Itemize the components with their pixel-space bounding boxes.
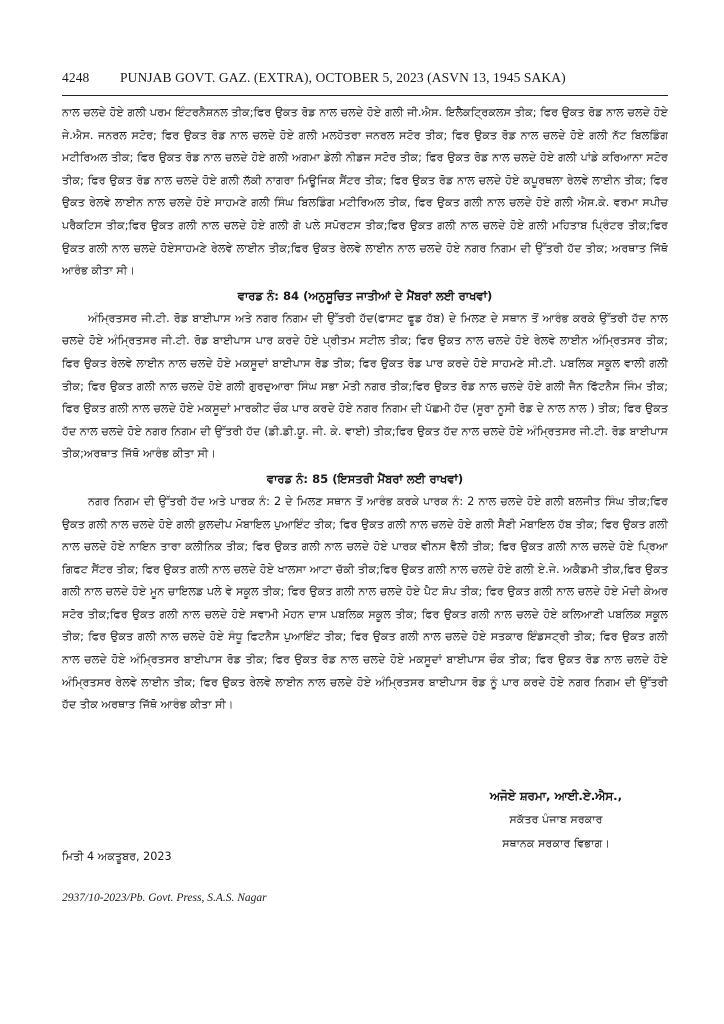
ward-84-heading: ਵਾਰਡ ਨੰ: 84 (ਅਨੁਸੂਚਿਤ ਜਾਤੀਆਂ ਦੇ ਮੈਂਬਰਾਂ ਲਈ ਰਾਖਵਾਂ) bbox=[237, 288, 493, 303]
signer-designation: ਸਕੱਤਰ ਪੰਜਾਬ ਸਰਕਾਰ bbox=[509, 813, 603, 826]
signer-department: ਸਥਾਨਕ ਸਰਕਾਰ ਵਿਭਾਗ। bbox=[502, 837, 610, 850]
issue-date: ਮਿਤੀ 4 ਅਕਤੂਬਰ, 2023 bbox=[62, 850, 172, 863]
ward-84-boundary: ਅੰਮ੍ਰਿਤਸਰ ਜੀ.ਟੀ. ਰੋਡ ਬਾਈਪਾਸ ਅਤੇ ਨਗਰ ਨਿਗਮ ਦੀ ਉੱਤਰੀ ਹੱਦ(ਫਾਸਟ ਫੂਡ ਹੱਬ) ਦੇ ਮਿਲਣ ਦੇ ਸਥਾਨ ਤੋਂ ਆਰੰਭ ਕਰਕੇ ਉੱਤਰੀ ਹੱਦ ਨਾਲ ਚਲਦੇ ਹੋਏ ਅੰਮ੍ਰਿਤਸਰ ਜੀ.ਟੀ. ਰੋਡ ਬਾਈਪਾਸ ਪਾਰ ਕਰਦੇ ਹੋਏ ਪ੍ਰੀਤਮ ਸਟੀਲ ਤੀਕ; ਫਿਰ ਉਕਤ ਨਾਲ ਚਲਦੇ ਹੋਏ ਰੇਲਵੇ ਲਾਈਨ ਅੰਮ੍ਰਿਤਸਰ ਤੀਕ; ਫਿਰ ਉਕਤ ਰੇਲਵੇ ਲਾਈਨ ਨਾਲ ਚਲਦੇ ਹੋਏ ਮਕਸੂਦਾਂ ਬਾਈਪਾਸ ਰੋਡ ਤੀਕ; ਫਿਰ ਉਕਤ ਰੋਡ ਪਾਰ ਕਰਦੇ ਹੋਏ ਸਾਹਮਣੇ ਸੀ.ਟੀ. ਪਬਲਿਕ ਸਕੂਲ ਵਾਲੀ ਗਲੀ ਤੀਕ; ਫਿਰ ਉਕਤ ਗਲੀ ਨਾਲ ਚਲਦੇ ਹੋਏ ਗਲੀ ਗੁਰਦੁਆਰਾ ਸਿੰਘ ਸਭਾ ਮੋਤੀ ਨਗਰ ਤੀਕ;ਫਿਰ ਉਕਤ ਰੋਡ ਨਾਲ ਚਲਦੇ ਹੋਏ ਗਲੀ ਜੈਨ ਫਿੱਟਨੈਸ ਜਿੰਮ ਤੀਕ; ਫਿਰ ਉਕਤ ਗਲੀ ਨਾਲ ਚਲਦੇ ਹੋਏ ਮਕਸੂਦਾਂ ਮਾਰਕੀਟ ਚੌਕ ਪਾਰ ਕਰਦੇ ਹੋਏ ਨਗਰ ਨਿਗਮ ਦੀ ਪੱਛਮੀ ਹੱਦ (ਸੂਰਾ ਨੂਸੀ ਰੋਡ ਦੇ ਨਾਲ ਨਾਲ ) ਤੀਕ; ਫਿਰ ਉਕਤ ਹੱਦ ਨਾਲ ਚਲਦੇ ਹੋਏ ਨਗਰ ਨਿਗਮ ਦੀ ਉੱਤਰੀ ਹੱਦ (ਡੀ.ਡੀ.ਯੂ. ਜੀ. ਕੇ. ਵਾਈ) ਤੀਕ;ਫਿਰ ਉਕਤ ਹੱਦ ਨਾਲ ਚਲਦੇ ਹੋਏ ਅੰਮ੍ਰਿਤਸਰ ਜੀ.ਟੀ. ਰੋਡ ਬਾਈਪਾਸ ਤੀਕ;ਅਰਥਾਤ ਜਿੱਥੋ ਆਰੰਭ ਕੀਤਾ ਸੀ। bbox=[62, 311, 668, 461]
page-header bbox=[62, 70, 668, 96]
signer-name: ਅਜੋਏ ਸ਼ਰਮਾ, ਆਈ.ਏ.ਐਸ., bbox=[489, 789, 623, 803]
ward-83-continuation: ਨਾਲ ਚਲਦੇ ਹੋਏ ਗਲੀ ਪਰਮ ਇੰਟਰਨੈਸ਼ਨਲ ਤੀਕ;ਫਿਰ ਉਕਤ ਰੋਡ ਨਾਲ ਚਲਦੇ ਹੋਏ ਗਲੀ ਜੀ.ਐਸ. ਇਲੈਕਟ੍ਰਿਕਲਸ ਤੀਕ; ਫਿਰ ਉਕਤ ਰੋਡ ਨਾਲ ਚਲਦੇ ਹੋਏ ਜੇ.ਐਸ. ਜਨਰਲ ਸਟੋਰ; ਫਿਰ ਉਕਤ ਰੋਡ ਨਾਲ ਚਲਦੇ ਹੋਏ ਗਲੀ ਮਲਹੋਤਰਾ ਜਨਰਲ ਸਟੋਰ ਤੀਕ; ਫਿਰ ਉਕਤ ਰੋਡ ਨਾਲ ਚਲਦੇ ਹੋਏ ਗਲੀ ਨੱਟ ਬਿਲਡਿੰਗ ਮਟੀਰਿਅਲ ਤੀਕ; ਫਿਰ ਉਕਤ ਰੋਡ ਨਾਲ ਚਲਦੇ ਹੋਏ ਗਲੀ ਅਗਮਾ ਡੇਲੀ ਨੀਡਜ ਸਟੋਰ ਤੀਕ; ਫਿਰ ਉਕਤ ਰੋਡ ਨਾਲ ਚਲਦੇ ਹੋਏ ਗਲੀ ਪਾਂਡੇ ਕਰਿਆਨਾ ਸਟੋਰ ਤੀਕ; ਫਿਰ ਉਕਤ ਰੋਡ ਨਾਲ ਚਲਦੇ ਹੋਏ ਗਲੀ ਲੱਕੀ ਨਾਗਰਾ ਮਿਊਜਿਕ ਸੈਂਟਰ ਤੀਕ; ਫਿਰ ਉਕਤ ਰੋਡ ਨਾਲ ਚਲਦੇ ਹੋਏ ਕਪੂਰਥਲਾ ਰੇਲਵੇ ਲਾਈਨ ਤੀਕ; ਫਿਰ ਉਕਤ ਰੇਲਵੇ ਲਾਈਨ ਨਾਲ ਚਲਦੇ ਹੋਏ ਸਾਹਮਣੇ ਗਲੀ ਸਿੰਘ ਬਿਲਡਿੰਗ ਮਟੀਰਿਅਲ ਤੀਕ, ਫਿਰ ਉਕਤ ਗਲੀ ਨਾਲ ਚਲਦੇ ਹੋਏ ਗਲੀ ਐਸ.ਕੇ. ਵਰਮਾ ਸਪੀਚ ਪਰੈਕਟਿਸ ਤੀਕ;ਫਿਰ ਉਕਤ ਗਲੀ ਨਾਲ ਚਲਦੇ ਹੋਏ ਗਲੀ ਗੋ ਪਲੇ ਸਪੋਰਟਸ ਤੀਕ;ਫਿਰ ਉਕਤ ਗਲੀ ਨਾਲ ਚਲਦੇ ਹੋਏ ਗਲੀ ਮਹਿਤਾਬ ਪ੍ਰਿੰਟਰ ਤੀਕ;ਫਿਰ ਉਕਤ ਗਲੀ ਨਾਲ ਚਲਦੇ ਹੋਏਸਾਹਮਣੇ ਰੇਲਵੇ ਲਾਈਨ ਤੀਕ;ਫਿਰ ਉਕਤ ਰੇਲਵੇ ਲਾਈਨ ਨਾਲ ਚਲਦੇ ਹੋਏ ਨਗਰ ਨਿਗਮ ਦੀ ਉੱਤਰੀ ਹੱਦ ਤੀਕ; ਅਰਥਾਤ ਜਿੱਥੋ ਆਰੰਭ ਕੀਤਾ ਸੀ। bbox=[62, 106, 668, 278]
ward-85-heading: ਵਾਰਡ ਨੰ: 85 (ਇਸਤਰੀ ਮੈਂਬਰਾਂ ਲਈ ਰਾਖਵਾਂ) bbox=[266, 471, 464, 486]
gazette-title: PUNJAB GOVT. GAZ. (EXTRA), OCTOBER 5, 2023 (ASVN 13, 1945 SAKA) bbox=[120, 70, 566, 85]
press-line: 2937/10-2023/Pb. Govt. Press, S.A.S. Nagar bbox=[62, 892, 267, 904]
signature-block bbox=[456, 784, 656, 856]
page-number: 4248 bbox=[62, 70, 90, 85]
gazette-page bbox=[62, 70, 668, 717]
ward-85-boundary: ਨਗਰ ਨਿਗਮ ਦੀ ਉੱਤਰੀ ਹੱਦ ਅਤੇ ਪਾਰਕ ਨੰ: 2 ਦੇ ਮਿਲਣ ਸਥਾਨ ਤੋਂ ਆਰੰਭ ਕਰਕੇ ਪਾਰਕ ਨੰ: 2 ਨਾਲ ਚਲਦੇ ਹੋਏ ਗਲੀ ਬਲਜੀਤ ਸਿੰਘ ਤੀਕ;ਫਿਰ ਉਕਤ ਗਲੀ ਨਾਲ ਚਲਦੇ ਹੋਏ ਗਲੀ ਕੁਲਦੀਪ ਮੋਬਾਇਲ ਪੁਆਇੰਟ ਤੀਕ; ਫਿਰ ਉਕਤ ਗਲੀ ਨਾਲ ਚਲਦੇ ਹੋਏ ਗਲੀ ਸੈਣੀ ਮੋਬਾਇਲ ਹੱਬ ਤੀਕ; ਫਿਰ ਉਕਤ ਗਲੀ ਨਾਲ ਚਲਦੇ ਹੋਏ ਨਾਇਨ ਤਾਰਾ ਕਲੀਨਿਕ ਤੀਕ; ਫਿਰ ਉਕਤ ਗਲੀ ਨਾਲ ਚਲਦੇ ਹੋਏ ਪਾਰਕ ਵੀਨਸ ਵੈਲੀ ਤੀਕ; ਫਿਰ ਉਕਤ ਗਲੀ ਨਾਲ ਚਲਦੇ ਹੋਏ ਪ੍ਰਿਆ ਗਿਫਟ ਸੈਂਟਰ ਤੀਕ; ਫਿਰ ਉਕਤ ਗਲੀ ਨਾਲ ਚਲਦੇ ਹੋਏ ਖਾਲਸਾ ਆਟਾ ਚੱਕੀ ਤੀਕ;ਫਿਰ ਉਕਤ ਗਲੀ ਨਾਲ ਚਲਦੇ ਹੋਏ ਗਲੀ ਏ.ਜੇ. ਅਕੈਡਮੀ ਤੀਕ,ਫਿਰ ਉਕਤ ਗਲੀ ਨਾਲ ਚਲਦੇ ਹੋਏ ਮੂਨ ਚਾਇਲਡ ਪਲੇ ਵੇ ਸਕੂਲ ਤੀਕ; ਫਿਰ ਉਕਤ ਗਲੀ ਨਾਲ ਚਲਦੇ ਹੋਏ ਪੈਟ ਸ਼ੋਪ ਤੀਕ; ਫਿਰ ਉਕਤ ਗਲੀ ਨਾਲ ਚਲਦੇ ਹੋਏ ਮੋਦੀ ਕੇਅਰ ਸਟੋਰ ਤੀਕ;ਫਿਰ ਉਕਤ ਗਲੀ ਨਾਲ ਚਲਦੇ ਹੋਏ ਸਵਾਮੀ ਮੋਹਨ ਦਾਸ ਪਬਲਿਕ ਸਕੂਲ ਤੀਕ; ਫਿਰ ਉਕਤ ਗਲੀ ਨਾਲ ਚਲਦੇ ਹੋਏ ਕਲਿਆਣੀ ਪਬਲਿਕ ਸਕੂਲ ਤੀਕ; ਫਿਰ ਉਕਤ ਗਲੀ ਨਾਲ ਚਲਦੇ ਹੋਏ ਸੰਧੂ ਫਿਟਨੈਸ ਪੁਆਇੰਟ ਤੀਕ; ਫਿਰ ਉਕਤ ਗਲੀ ਨਾਲ ਚਲਦੇ ਹੋਏ ਸਤਕਾਰ ਇੰਡਸਟ੍ਰੀ ਤੀਕ; ਫਿਰ ਉਕਤ ਗਲੀ ਨਾਲ ਚਲਦੇ ਹੋਏ ਅੰਮ੍ਰਿਤਸਰ ਬਾਈਪਾਸ ਰੋਡ ਤੀਕ; ਫਿਰ ਉਕਤ ਰੋਡ ਨਾਲ ਚਲਦੇ ਹੋਏ ਮਕਸੂਦਾਂ ਬਾਈਪਾਸ ਚੌਕ ਤੀਕ; ਫਿਰ ਉਕਤ ਰੋਡ ਨਾਲ ਚਲਦੇ ਹੋਏ ਅੰਮ੍ਰਿਤਸਰ ਰੇਲਵੇ ਲਾਈਨ ਤੀਕ; ਫਿਰ ਉਕਤ ਰੇਲਵੇ ਲਾਈਨ ਨਾਲ ਚਲਦੇ ਹੋਏ ਅੰਮ੍ਰਿਤਸਰ ਬਾਈਪਾਸ ਰੋਡ ਨੂੰ ਪਾਰ ਕਰਦੇ ਹੋਏ ਨਗਰ ਨਿਗਮ ਦੀ ਉੱਤਰੀ ਹੱਦ ਤੀਕ ਅਰਥਾਤ ਜਿੱਥੋ ਆਰੰਭ ਕੀਤਾ ਸੀ। bbox=[62, 494, 668, 712]
